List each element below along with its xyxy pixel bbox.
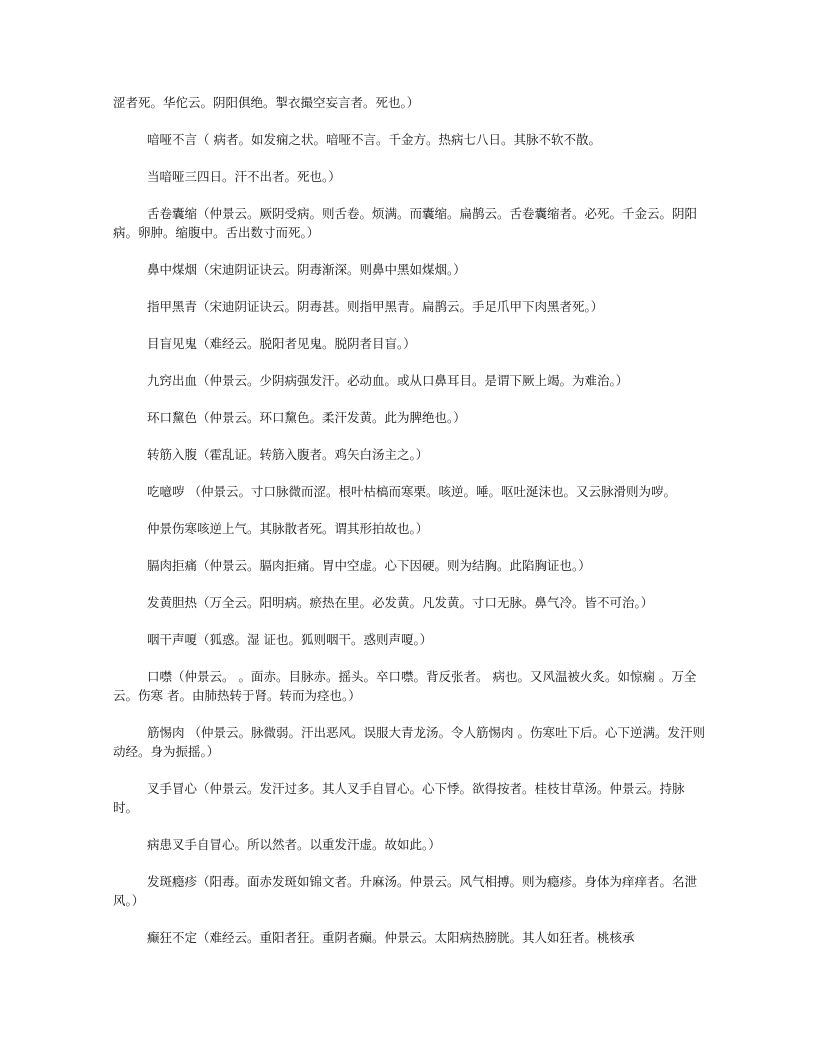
paragraph-13: 膈肉拒痛（仲景云。膈肉拒痛。胃中空虚。心下因硬。则为结胸。此陷胸证也。） <box>147 558 591 573</box>
paragraph-14: 发黄胆热（万全云。阳明病。瘀热在里。必发黄。凡发黄。寸口无脉。鼻气冷。皆不可治。） <box>147 595 654 610</box>
paragraph-9: 环口黧色（仲景云。环口黧色。柔汗发黄。此为脾绝也。） <box>147 410 466 425</box>
paragraph-6: 指甲黑青（宋迪阴证诀云。阴毒甚。则指甲黑青。扁鹊云。手足爪甲下肉黑者死。） <box>147 299 604 314</box>
paragraph-11: 吃噫哕 （仲景云。寸口脉微而涩。根叶枯槁而寒栗。咳逆。唾。呕吐涎沫也。又云脉滑则为哕。 <box>147 484 676 499</box>
paragraph-1: 涩者死。华佗云。阴阳俱绝。掣衣撮空妄言者。死也。） <box>113 95 420 110</box>
paragraph-4: 舌卷囊缩（仲景云。厥阴受病。则舌卷。烦满。而囊缩。扁鹊云。舌卷囊缩者。必死。千金云。阴阳病。卵肿。缩腹中。舌出数寸而死。） <box>113 206 698 240</box>
paragraph-3: 当喑哑三四日。汗不出者。死也。） <box>147 169 341 184</box>
paragraph-15: 咽干声嗄（狐惑。湿 证也。狐则咽干。惑则声嗄。） <box>147 632 433 647</box>
paragraph-18: 叉手冒心（仲景云。发汗过多。其人叉手自冒心。心下悸。欲得按者。桂枝甘草汤。仲景云。持脉时。 <box>113 781 685 815</box>
paragraph-5: 鼻中煤烟（宋迪阴证诀云。阴毒渐深。则鼻中黑如煤烟。） <box>147 262 466 277</box>
paragraph-8: 九窍出血（仲景云。少阴病强发汗。必动血。或从口鼻耳目。是谓下厥上竭。为难治。） <box>147 373 629 388</box>
paragraph-12: 仲景伤寒咳逆上气。其脉散者死。谓其形拍故也。） <box>147 521 429 536</box>
paragraph-16: 口噤（仲景云。 。面赤。目脉赤。摇头。卒口噤。背反张者。 病也。又风温被火炙。如惊痫 。万全云。伤寒 者。由肺热转于肾。转而为痉也。） <box>113 669 697 703</box>
paragraph-17: 筋惕肉 （仲景云。脉微弱。汗出恶风。误服大青龙汤。令人筋惕肉 。伤寒吐下后。心下逆满。发汗则动经。身为振摇。） <box>113 725 705 759</box>
paragraph-2: 喑哑不言（ 病者。如发痫之状。喑哑不言。千金方。热病七八日。其脉不软不散。 <box>147 132 601 147</box>
paragraph-10: 转筋入腹（霍乱证。转筋入腹者。鸡矢白汤主之。） <box>147 447 429 462</box>
paragraph-20: 发斑瘾疹（阳毒。面赤发斑如锦文者。升麻汤。仲景云。风气相搏。则为瘾疹。身体为痒痒者。名泄风。） <box>113 874 698 908</box>
paragraph-7: 目盲见鬼（难经云。脱阳者见鬼。脱阴者目盲。） <box>147 336 416 351</box>
paragraph-21: 癫狂不定（难经云。重阳者狂。重阴者癫。仲景云。太阳病热膀胱。其人如狂者。桃核承 <box>147 930 635 945</box>
paragraph-19: 病患叉手自冒心。所以然者。以重发汗虚。故如此。） <box>147 837 441 852</box>
